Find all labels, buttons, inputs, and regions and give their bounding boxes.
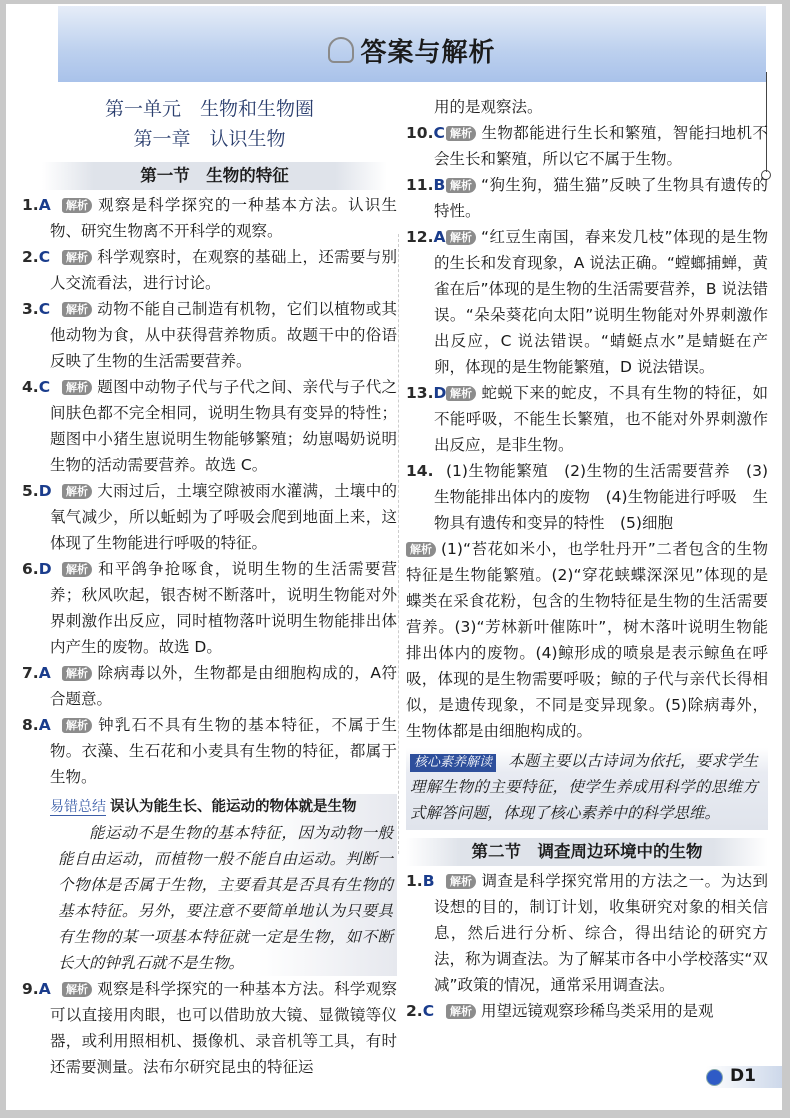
item-number: 1. — [22, 196, 39, 214]
header-banner — [58, 6, 766, 82]
answer-item — [22, 660, 397, 712]
answer-letter: C — [433, 124, 445, 142]
item9-continuation: 用的是观察法。 — [434, 98, 543, 116]
item-number: 7. — [22, 664, 39, 682]
item-text: 用望远镜观察珍稀鸟类采用的是观 — [481, 1002, 714, 1020]
analysis-tag: 解析 — [62, 250, 92, 265]
answer-letter: B — [422, 872, 435, 890]
logo-icon — [328, 37, 354, 63]
item-text: 钟乳石不具有生物的基本特征，不属于生物。衣藻、生石花和小麦具有生物的特征，都属于生物。 — [50, 716, 397, 786]
answer-item — [406, 172, 768, 224]
answer-letter: C — [38, 300, 51, 318]
answer-letter: D — [38, 482, 52, 500]
answer-item — [22, 192, 397, 244]
error-summary — [50, 794, 397, 976]
analysis-tag: 解析 — [446, 386, 476, 401]
answer-item — [22, 296, 397, 374]
error-summary-label: 易错总结 — [50, 799, 106, 815]
item-number: 9. — [22, 980, 39, 998]
item-number: 8. — [22, 716, 39, 734]
answer-letter: D — [433, 384, 447, 402]
core-literacy-text: 本题主要以古诗词为依托，要求学生理解生物的主要特征，使学生养成用科学的思维方式解答问题，体现了核心素养中的科学思维。 — [410, 752, 758, 822]
item-text: “狗生狗，猫生猫”反映了生物具有遗传的特性。 — [434, 176, 768, 220]
unit-title: 第一单元 生物和生物圈 — [104, 98, 314, 120]
answer-letter: A — [38, 980, 51, 998]
core-literacy-label: 核心素养解读 — [410, 754, 496, 772]
item-number: 5. — [22, 482, 39, 500]
answer-letter: A — [38, 664, 51, 682]
error-summary-title: 误认为能生长、能运动的物体就是生物 — [110, 799, 357, 815]
answer-item — [406, 224, 768, 380]
analysis-tag: 解析 — [62, 198, 92, 213]
item-number: 2. — [22, 248, 39, 266]
item-number: 13. — [406, 384, 434, 402]
answer-letter: D — [38, 560, 52, 578]
item-text: 蛇蜕下来的蛇皮，不具有生物的特征，如不能呼吸，不能生长繁殖，也不能对外界刺激作出反应，是非生物。 — [434, 384, 768, 454]
section2-title: 第二节 调查周边环境中的生物 — [406, 838, 768, 866]
item-text: 和平鸽争抢啄食，说明生物的生活需要营养；秋风吹起，银杏树不断落叶，说明生物能对外界刺激作出反应，同时植物落叶说明生物能排出体内产生的废物。故选 D。 — [50, 560, 397, 656]
item-number: 6. — [22, 560, 39, 578]
item14-analysis — [406, 536, 768, 744]
left-column — [22, 94, 397, 1080]
analysis-tag: 解析 — [62, 666, 92, 681]
answer-item — [406, 120, 768, 172]
answer-letter: C — [422, 1002, 435, 1020]
answer-item — [22, 244, 397, 296]
analysis-tag: 解析 — [62, 718, 92, 733]
answer-item — [22, 374, 397, 478]
answer-letter: A — [433, 228, 446, 246]
page-number-badge — [706, 1066, 782, 1088]
chapter-title: 第一章 认识生物 — [133, 128, 286, 150]
answer-letter: C — [38, 248, 51, 266]
item-text: 大雨过后，土壤空隙被雨水灌满，土壤中的氧气减少，所以蚯蚓为了呼吸会爬到地面上来，这体现了生物能进行呼吸的特征。 — [50, 482, 397, 552]
item-number: 12. — [406, 228, 434, 246]
item-text: 题图中动物子代与子代之间、亲代与子代之间肤色都不完全相同，说明生物具有变异的特性；题图中小猪生崽说明生物能够繁殖；幼崽喝奶说明生物的活动需要营养。故选 C。 — [50, 378, 397, 474]
item-text: 动物不能自己制造有机物，它们以植物或其他动物为食，从中获得营养物质。故题干中的俗语反映了生物的生活需要营养。 — [50, 300, 397, 370]
core-literacy-box — [406, 748, 768, 830]
item-text: 调查是科学探究常用的方法之一。为达到设想的目的，制订计划，收集研究对象的相关信息，然后进行分析、综合，得出结论的研究方法，称为调查法。为了解某市各中小学校落实“双减”政策的情况，通常采用调查法。 — [434, 872, 768, 994]
item-text: 观察是科学探究的一种基本方法。认识生物、研究生物离不开科学的观察。 — [50, 196, 397, 240]
column-divider — [398, 234, 399, 854]
item-text: “红豆生南国，春来发几枝”体现的是生物的生长和发育现象，A 说法正确。“螳螂捕蝉，黄雀在后”体现的是生物的生活需要营养，B 说法错误。“朵朵葵花向太阳”说明生物能对外界刺激作出反应，C 说法错误。“蜻蜓点水”是蜻蜓在产卵，体现的是生物能繁殖，D 说法错误。 — [434, 228, 768, 376]
item-text: 观察是科学探究的一种基本方法。科学观察可以直接用肉眼，也可以借助放大镜、显微镜等仪器，或利用照相机、摄像机、录音机等工具，有时还需要测量。法布尔研究昆虫的特征运 — [50, 980, 397, 1076]
section-title: 第一节 生物的特征 — [42, 162, 387, 190]
item-number: 10. — [406, 124, 434, 142]
item-number: 3. — [22, 300, 39, 318]
answer-letter: C — [38, 378, 51, 396]
answer-item — [22, 556, 397, 660]
answer-item — [406, 868, 768, 998]
error-summary-body: 能运动不是生物的基本特征，因为动物一般能自由运动，而植物一般不能自由运动。判断一个物体是否属于生物，主要看其是否具有生物的基本特征。另外，要注意不要简单地认为只要具有生物的某一项基本特征就一定是生物，如不断长大的钟乳石就不是生物。 — [58, 824, 393, 972]
analysis-tag: 解析 — [446, 1004, 476, 1019]
item-answer: (1)生物能繁殖 (2)生物的生活需要营养 (3)生物能排出体内的废物 (4)生物能进行呼吸 生物具有遗传和变异的特性 (5)细胞 — [434, 462, 768, 532]
answer-letter: B — [433, 176, 446, 194]
answer-item — [406, 998, 768, 1024]
item-text: 科学观察时，在观察的基础上，还需要与别人交流看法，进行讨论。 — [50, 248, 397, 292]
analysis-tag: 解析 — [406, 542, 436, 557]
answer-letter: A — [38, 196, 51, 214]
answer-letter: A — [38, 716, 51, 734]
analysis-tag: 解析 — [446, 230, 476, 245]
analysis-tag: 解析 — [62, 982, 92, 997]
analysis-tag: 解析 — [62, 484, 92, 499]
item-text: 除病毒以外，生物都是由细胞构成的，A符合题意。 — [50, 664, 397, 708]
analysis-tag: 解析 — [446, 126, 476, 141]
page — [6, 4, 782, 1110]
item-number: 14. — [406, 462, 434, 480]
page-dot-icon — [706, 1069, 723, 1086]
item-number: 4. — [22, 378, 39, 396]
answer-item — [406, 380, 768, 458]
page-number: D1 — [730, 1066, 756, 1086]
title-text: 答案与解析 — [360, 38, 496, 68]
analysis-text: (1)“苔花如米小，也学牡丹开”二者包含的生物特征是生物能繁殖。(2)“穿花蛱蝶深深见”体现的是蝶类在采食花粉，包含的生物特征是生物的生活需要营养。(3)“芳林新叶催陈叶”，树木落叶说明生物能排出体内的废物。(4)鲸形成的喷泉是表示鲸鱼在呼吸，体现的是生物需要呼吸；鲸的子代与亲代长得相似，是遗传现象，不同是变异现象。(5)除病毒外，生物体都是由细胞构成的。 — [406, 540, 768, 740]
page-title — [58, 32, 766, 69]
analysis-tag: 解析 — [62, 380, 92, 395]
item-number: 11. — [406, 176, 434, 194]
item-number: 2. — [406, 1002, 423, 1020]
answer-item — [22, 976, 397, 1080]
answer-item — [22, 712, 397, 790]
item-text: 生物都能进行生长和繁殖，智能扫地机不会生长和繁殖，所以它不属于生物。 — [434, 124, 768, 168]
answer-item — [22, 478, 397, 556]
analysis-tag: 解析 — [62, 302, 92, 317]
right-column — [406, 94, 768, 1024]
item-number: 1. — [406, 872, 423, 890]
answer-item-14 — [406, 458, 768, 536]
analysis-tag: 解析 — [446, 874, 476, 889]
analysis-tag: 解析 — [446, 178, 476, 193]
analysis-tag: 解析 — [62, 562, 92, 577]
